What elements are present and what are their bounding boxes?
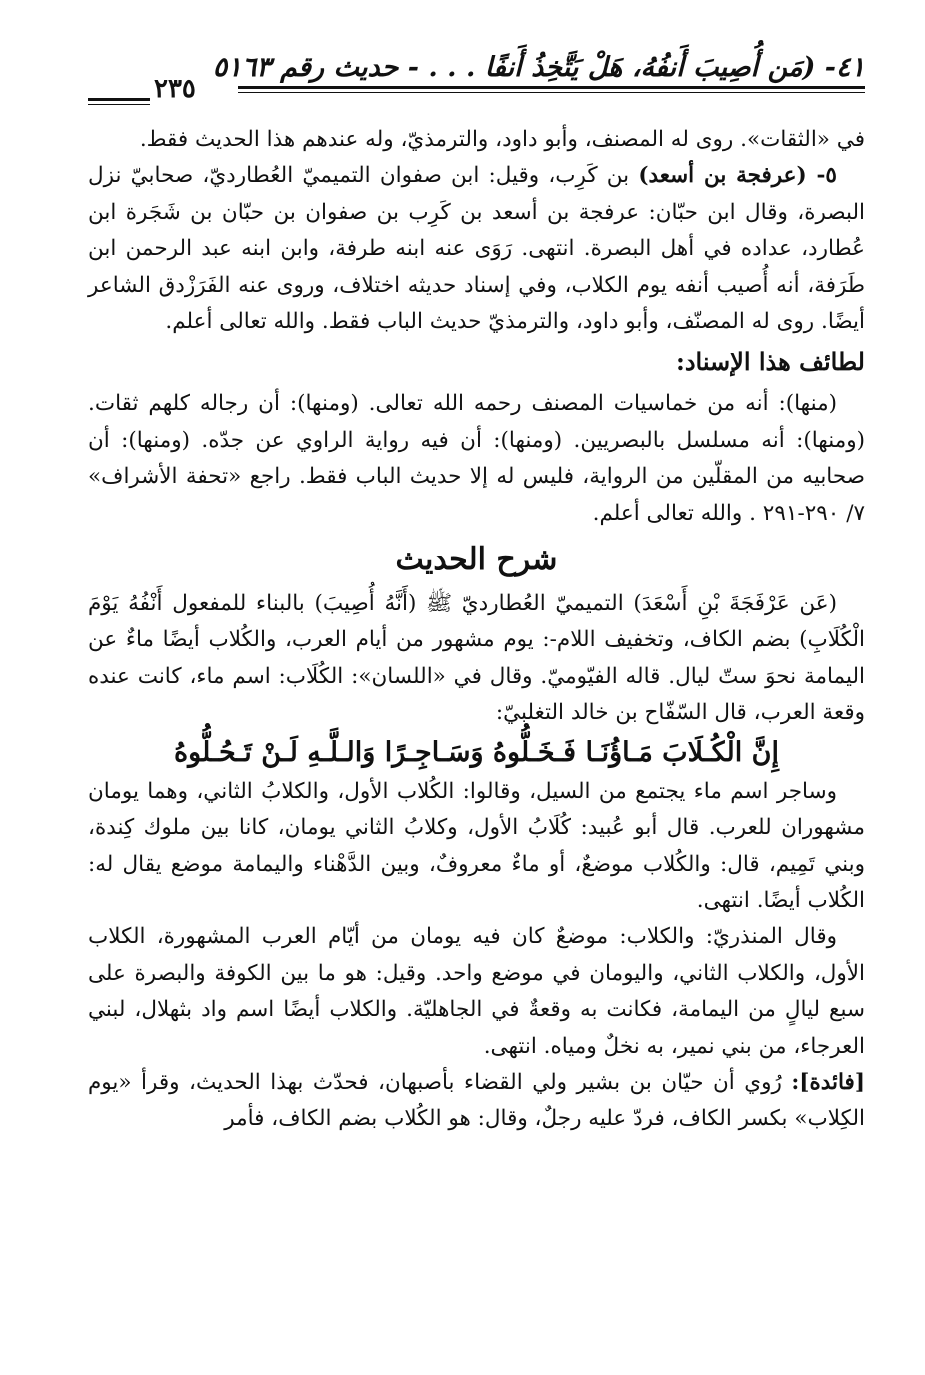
paragraph-text: رُوي أن حيّان بن بشير ولي القضاء بأصبهان، فحدّث بهذا الحديث، وقرأ «يوم الكِلاب» بكسر الكاف، فردّ عليه رجلٌ، وقال: هو الكُلاب بضم الكاف، فأمر: [88, 1069, 865, 1132]
paragraph: وقال المنذريّ: والكلاب: موضعٌ كان فيه يومان من أيّام العرب المشهورة، الكلاب الأول، والكلاب الثاني، واليومان في موضع واحد. وقيل: هو ما بين الكوفة والبصرة على سبع ليالٍ من اليمامة، فكانت به وقعةٌ في الجاهليّة. والكلاب أيضًا اسم واد بثهلال، لبني العرجاء، من بني نمير، به نخلٌ ومياه. انتهى.: [88, 924, 865, 1059]
header-rule: [238, 86, 865, 89]
paragraph: في «الثقات». روى له المصنف، وأبو داود، والترمذيّ، وله عندهم هذا الحديث فقط.: [139, 127, 865, 152]
section-heading-centered: شرح الحديث: [395, 542, 558, 578]
paragraph-narrator-5: [88, 158, 865, 340]
header-rule-thin: [238, 92, 865, 93]
paragraph: (منها): أنه من خماسيات المصنف رحمه الله تعالى. (ومنها): أن رجاله كلهم ثقات. (ومنها): أنه مسلسل بالبصريين. (ومنها): أن فيه رواية الراوي عن جدّه. (ومنها): أن صحابيه من المقلّين من الرواية، فليس له إلا حديث الباب فقط. راجع «تحفة الأشراف» ٧/ ٢٩٠-٢٩١ . والله تعالى أعلم.: [88, 391, 865, 526]
narrator-name: ٥- (عرفجة بن أسعد): [638, 163, 837, 189]
paragraph-note: [88, 1065, 865, 1138]
main-text: [88, 122, 865, 1138]
running-title: ٤١- (مَن أُصِيبَ أَنفُهُ، هَلْ يَتَّخِذُ أَنفًا . . . - حديث رقم ٥١٦٣: [212, 52, 865, 83]
page-header: [88, 52, 865, 116]
section-heading: لطائف هذا الإسناد:: [675, 347, 865, 377]
page-number-rule: [88, 98, 150, 101]
paragraph: وساجر اسم ماء يجتمع من السيل، وقالوا: الكُلاب الأول، والكلابُ الثاني، وهما يومان مشهوران للعرب. قال أبو عُبيد: كُلَابُ الأول، وكلابُ الثاني يومان، كانا بين ملوك كِندة، وبني تَمِيم، قال: والكُلاب موضعٌ، أو ماءٌ معروفٌ، وبين الدَّهْناء واليمامة موضع يقال له: الكُلاب أيضًا. انتهى.: [88, 778, 865, 913]
page-number: ٢٣٥: [154, 74, 196, 104]
page-number-rule-thin: [88, 104, 150, 105]
note-label: [فائدة]:: [791, 1069, 865, 1095]
paragraph: (عَن عَرْفَجَةَ بْنِ أَسْعَدَ) التميميّ العُطارديّ ﷺ (أَنَّهُ أُصِيبَ) بالبناء للمفعول أَنْفُهُ يَوْمَ الْكُلَابِ) بضم الكاف، وتخفيف اللام-: يوم مشهور من أيام العرب، والكُلاب أيضًا ماءٌ عن اليمامة نحوَ ستّ ليال. قاله الفيّوميّ. وقال في «اللسان»: الكُلَاب: اسم ماء، كانت عنده وقعة العرب، قال السّفّاح بن خالد التغلبيّ:: [88, 591, 865, 726]
paragraph-text: بن كَرِب، وقيل: ابن صفوان التميميّ العُطارديّ، صحابيّ نزل البصرة، وقال ابن حبّان: عرفجة بن أسعد بن كَرِب بن صفوان بن حبّان بن شَجَرة ابن عُطارد، عداده في أهل البصرة. انتهى. رَوَى عنه ابنه طرفة، وابن ابنه عبد الرحمن ابن طَرَفة، أنه أُصيب أنفه يوم الكلاب، وفي إسناد حديثه اختلاف، وروى عنه الفَرَزْدق الشاعر أيضًا. روى له المصنّف، وأبو داود، والترمذيّ حديث الباب فقط. والله تعالى أعلم.: [88, 163, 865, 335]
poetry-verse: إِنَّ الْكُـلَابَ مَـاؤُنَـا فَـخَـلُّوهُ وَسَـاجِـرًا وَالـلَّـهِ لَـنْ تَـحُـلُّوهُ: [174, 736, 779, 768]
